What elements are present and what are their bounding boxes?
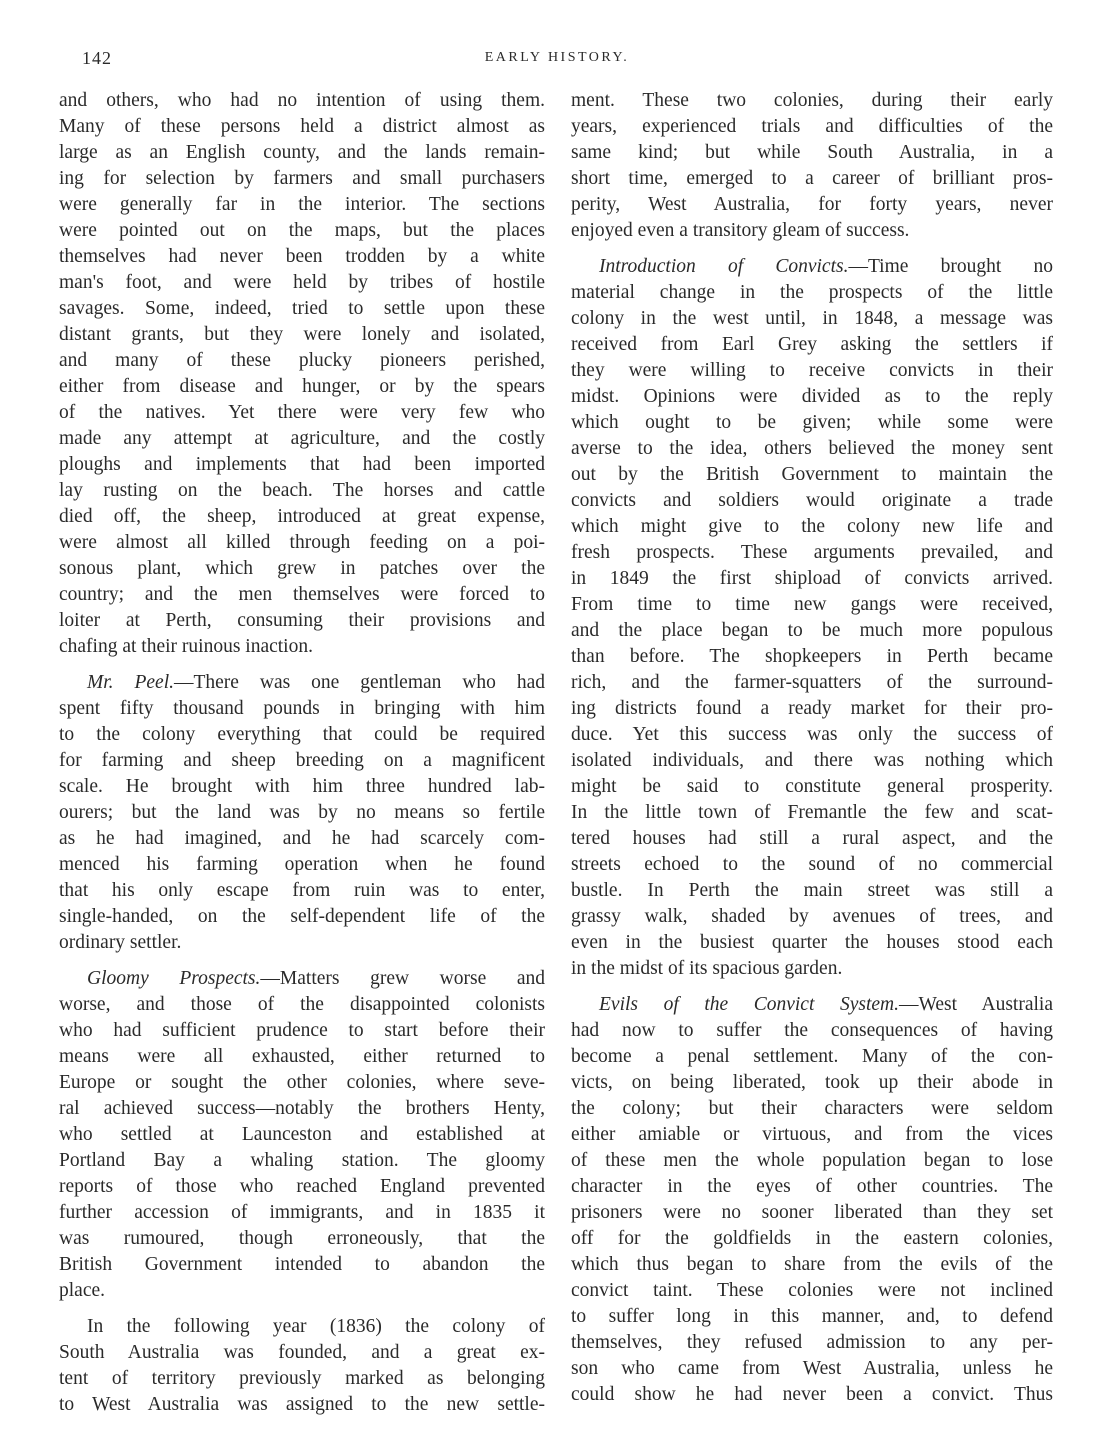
line-text: were almost all killed through feeding on a poi-	[59, 532, 545, 553]
text-line	[571, 1174, 1053, 1200]
line-text: could show he had never been a convict. Thus	[571, 1384, 1053, 1405]
paragraph-gloomy-prospects	[59, 966, 545, 1304]
text-line	[59, 1148, 545, 1174]
text-line	[571, 826, 1053, 852]
text-line	[59, 800, 545, 826]
line-text: rich, and the farmer-squatters of the surround-	[571, 672, 1053, 693]
line-text: man's foot, and were held by tribes of hostile	[59, 272, 545, 293]
text-line	[59, 670, 545, 696]
text-line	[59, 852, 545, 878]
section-heading: Gloomy Prospects.	[87, 968, 261, 989]
line-text: off for the goldfields in the eastern colonies,	[571, 1228, 1053, 1249]
text-line	[59, 1070, 545, 1096]
line-text: place.	[59, 1280, 106, 1301]
text-line	[571, 462, 1053, 488]
line-text: was rumoured, though erroneously, that the	[59, 1228, 545, 1249]
line-text: themselves, they refused admission to any per-	[571, 1332, 1053, 1353]
text-line	[571, 1070, 1053, 1096]
line-text: single-handed, on the self-dependent life of the	[59, 906, 545, 927]
line-text: to the colony everything that could be required	[59, 724, 545, 745]
text-line	[571, 218, 1053, 244]
line-text: ment. These two colonies, during their early	[571, 90, 1053, 111]
text-line	[59, 244, 545, 270]
line-text: in 1849 the first shipload of convicts arrived.	[571, 568, 1053, 589]
line-text: reports of those who reached England prevented	[59, 1176, 545, 1197]
running-head	[0, 48, 1114, 78]
text-line	[571, 1148, 1053, 1174]
text-line	[571, 930, 1053, 956]
line-text: of the natives. Yet there were very few who	[59, 402, 545, 423]
line-text: perity, West Australia, for forty years, never	[571, 194, 1053, 215]
text-line	[59, 1340, 545, 1366]
text-line	[571, 514, 1053, 540]
text-line	[571, 800, 1053, 826]
line-text: become a penal settlement. Many of the con-	[571, 1046, 1053, 1067]
line-text: of these men the whole population began to lose	[571, 1150, 1053, 1171]
line-text: Many of these persons held a district almost as	[59, 116, 545, 137]
line-text: tered houses had still a rural aspect, and the	[571, 828, 1053, 849]
line-text: prisoners were no sooner liberated than they set	[571, 1202, 1053, 1223]
line-text: short time, emerged to a career of brilliant pros-	[571, 168, 1053, 189]
text-line	[571, 114, 1053, 140]
text-line	[571, 1200, 1053, 1226]
text-line	[571, 1252, 1053, 1278]
paragraph-evils-of-convict-system	[571, 992, 1053, 1408]
line-text: British Government intended to abandon the	[59, 1254, 545, 1275]
line-text: —Matters grew worse and	[260, 968, 545, 989]
line-text: as he had imagined, and he had scarcely com-	[59, 828, 545, 849]
section-heading: Introduction of Convicts.	[599, 256, 849, 277]
text-line	[571, 488, 1053, 514]
line-text: worse, and those of the disappointed colonists	[59, 994, 545, 1015]
line-text: material change in the prospects of the little	[571, 282, 1053, 303]
line-text: who had sufficient prudence to start before their	[59, 1020, 545, 1041]
line-text: either amiable or virtuous, and from the vices	[571, 1124, 1053, 1145]
line-text: to West Australia was assigned to the new settle-	[59, 1394, 545, 1415]
line-text: ordinary settler.	[59, 932, 182, 953]
line-text: —There was one gentleman who had	[173, 672, 545, 693]
line-text: streets echoed to the sound of no commercial	[571, 854, 1053, 875]
paragraph-south-australia	[59, 1314, 545, 1418]
line-text: colony in the west until, in 1848, a message was	[571, 308, 1053, 329]
line-text: distant grants, but they were lonely and isolated,	[59, 324, 545, 345]
text-line	[571, 852, 1053, 878]
line-text: character in the eyes of other countries. The	[571, 1176, 1053, 1197]
text-line	[571, 1304, 1053, 1330]
text-line	[571, 904, 1053, 930]
text-line	[571, 1382, 1053, 1408]
line-text: which thus began to share from the evils of the	[571, 1254, 1053, 1275]
text-line	[59, 452, 545, 478]
text-line	[59, 904, 545, 930]
line-text: years, experienced trials and difficulties of the	[571, 116, 1053, 137]
line-text: son who came from West Australia, unless he	[571, 1358, 1053, 1379]
line-text: than before. The shopkeepers in Perth became	[571, 646, 1053, 667]
text-line	[59, 774, 545, 800]
text-line	[571, 956, 1053, 982]
line-text: spent fifty thousand pounds in bringing with him	[59, 698, 545, 719]
page-number: 142	[82, 48, 112, 68]
line-text: in the midst of its spacious garden.	[571, 958, 843, 979]
text-line	[571, 166, 1053, 192]
line-text: ing for selection by farmers and small purchasers	[59, 168, 545, 189]
line-text: themselves had never been trodden by a white	[59, 246, 545, 267]
text-line	[59, 478, 545, 504]
text-line	[59, 930, 545, 956]
text-line	[571, 992, 1053, 1018]
text-line	[571, 306, 1053, 332]
paragraph-introduction-of-convicts	[571, 254, 1053, 982]
text-line	[59, 1174, 545, 1200]
text-line	[59, 1122, 545, 1148]
line-text: duce. Yet this success was only the success of	[571, 724, 1053, 745]
text-line	[59, 88, 545, 114]
text-line	[571, 670, 1053, 696]
text-line	[59, 114, 545, 140]
text-line	[59, 426, 545, 452]
line-text: savages. Some, indeed, tried to settle upon these	[59, 298, 545, 319]
text-line	[59, 218, 545, 244]
line-text: even in the busiest quarter the houses stood each	[571, 932, 1053, 953]
text-line	[571, 644, 1053, 670]
line-text: In the following year (1836) the colony of	[87, 1316, 545, 1337]
line-text: Europe or sought the other colonies, where seve-	[59, 1072, 545, 1093]
line-text: lay rusting on the beach. The horses and cattle	[59, 480, 545, 501]
paragraph-mr-peel	[59, 670, 545, 956]
text-line	[59, 556, 545, 582]
text-line	[59, 966, 545, 992]
text-line	[59, 608, 545, 634]
text-line	[571, 436, 1053, 462]
text-line	[59, 696, 545, 722]
line-text: scale. He brought with him three hundred lab-	[59, 776, 545, 797]
line-text: that his only escape from ruin was to enter,	[59, 880, 545, 901]
line-text: —West Australia	[898, 994, 1053, 1015]
text-line	[571, 140, 1053, 166]
line-text: which might give to the colony new life and	[571, 516, 1053, 537]
text-line	[59, 374, 545, 400]
line-text: convicts and soldiers would originate a trade	[571, 490, 1053, 511]
text-line	[571, 358, 1053, 384]
line-text: and others, who had no intention of using them.	[59, 90, 545, 111]
line-text: averse to the idea, others believed the money sent	[571, 438, 1053, 459]
line-text: might be said to constitute general prosperity.	[571, 776, 1053, 797]
text-line	[571, 592, 1053, 618]
line-text: South Australia was founded, and a great ex-	[59, 1342, 545, 1363]
line-text: they were willing to receive convicts in their	[571, 360, 1053, 381]
text-line	[59, 1392, 545, 1418]
section-heading: Mr. Peel.	[87, 672, 174, 693]
line-text: further accession of immigrants, and in 1835 it	[59, 1202, 545, 1223]
text-line	[59, 322, 545, 348]
line-text: and many of these plucky pioneers perished,	[59, 350, 545, 371]
text-line	[59, 878, 545, 904]
text-line	[59, 296, 545, 322]
line-text: menced his farming operation when he found	[59, 854, 545, 875]
text-line	[59, 1044, 545, 1070]
paragraph-settlement-lands	[59, 88, 545, 660]
section-heading: Evils of the Convict System.	[599, 994, 899, 1015]
line-text: received from Earl Grey asking the settlers if	[571, 334, 1053, 355]
text-line	[571, 332, 1053, 358]
line-text: Portland Bay a whaling station. The gloomy	[59, 1150, 545, 1171]
line-text: fresh prospects. These arguments prevailed, and	[571, 542, 1053, 563]
text-line	[571, 280, 1053, 306]
text-line	[59, 1314, 545, 1340]
line-text: to suffer long in this manner, and, to defend	[571, 1306, 1053, 1327]
text-line	[59, 1018, 545, 1044]
line-text: ing districts found a ready market for their pro-	[571, 698, 1053, 719]
line-text: means were all exhausted, either returned to	[59, 1046, 545, 1067]
text-line	[571, 384, 1053, 410]
line-text: isolated individuals, and there was nothing which	[571, 750, 1053, 771]
line-text: which ought to be given; while some were	[571, 412, 1053, 433]
paragraph-two-colonies	[571, 88, 1053, 244]
line-text: ploughs and implements that had been imported	[59, 454, 545, 475]
line-text: were generally far in the interior. The sections	[59, 194, 545, 215]
line-text: midst. Opinions were divided as to the reply	[571, 386, 1053, 407]
line-text: From time to time new gangs were received,	[571, 594, 1053, 615]
text-line	[59, 722, 545, 748]
text-line	[571, 1278, 1053, 1304]
text-line	[571, 774, 1053, 800]
line-text: victs, on being liberated, took up their abode in	[571, 1072, 1053, 1093]
line-text: who settled at Launceston and established at	[59, 1124, 545, 1145]
text-line	[59, 1252, 545, 1278]
line-text: —Time brought no	[848, 256, 1053, 277]
text-line	[571, 566, 1053, 592]
text-line	[59, 192, 545, 218]
right-column	[571, 88, 1053, 1408]
text-line	[571, 748, 1053, 774]
text-line	[571, 540, 1053, 566]
text-line	[571, 1044, 1053, 1070]
line-text: large as an English county, and the lands remain-	[59, 142, 545, 163]
text-line	[571, 88, 1053, 114]
line-text: died off, the sheep, introduced at great expense,	[59, 506, 545, 527]
text-line	[59, 270, 545, 296]
text-line	[571, 1096, 1053, 1122]
text-line	[571, 254, 1053, 280]
text-line	[59, 1278, 545, 1304]
text-line	[59, 992, 545, 1018]
text-line	[59, 1366, 545, 1392]
left-column	[59, 88, 545, 1418]
text-line	[59, 1096, 545, 1122]
text-line	[59, 348, 545, 374]
line-text: loiter at Perth, consuming their provisions and	[59, 610, 545, 631]
text-line	[571, 1018, 1053, 1044]
line-text: grassy walk, shaded by avenues of trees, and	[571, 906, 1053, 927]
text-line	[59, 400, 545, 426]
running-title: EARLY HISTORY.	[484, 50, 630, 65]
line-text: chafing at their ruinous inaction.	[59, 636, 313, 657]
line-text: same kind; but while South Australia, in a	[571, 142, 1053, 163]
line-text: bustle. In Perth the main street was still a	[571, 880, 1053, 901]
line-text: the colony; but their characters were seldom	[571, 1098, 1053, 1119]
line-text: In the little town of Fremantle the few and scat-	[571, 802, 1053, 823]
line-text: ourers; but the land was by no means so fertile	[59, 802, 545, 823]
text-line	[571, 1356, 1053, 1382]
line-text: for farming and sheep breeding on a magnificent	[59, 750, 545, 771]
text-line	[59, 748, 545, 774]
text-line	[571, 1226, 1053, 1252]
line-text: were pointed out on the maps, but the places	[59, 220, 545, 241]
text-line	[571, 1122, 1053, 1148]
line-text: convict taint. These colonies were not inclined	[571, 1280, 1053, 1301]
line-text: out by the British Government to maintain the	[571, 464, 1053, 485]
text-line	[59, 826, 545, 852]
line-text: enjoyed even a transitory gleam of success.	[571, 220, 910, 241]
text-line	[571, 410, 1053, 436]
text-line	[59, 582, 545, 608]
text-line	[571, 696, 1053, 722]
line-text: had now to suffer the consequences of having	[571, 1020, 1053, 1041]
text-line	[59, 530, 545, 556]
line-text: ral achieved success—notably the brothers Henty,	[59, 1098, 545, 1119]
text-line	[571, 192, 1053, 218]
line-text: either from disease and hunger, or by the spears	[59, 376, 545, 397]
text-line	[571, 1330, 1053, 1356]
line-text: tent of territory previously marked as belonging	[59, 1368, 545, 1389]
text-line	[59, 634, 545, 660]
text-line	[59, 1200, 545, 1226]
text-line	[571, 722, 1053, 748]
text-line	[571, 618, 1053, 644]
line-text: sonous plant, which grew in patches over the	[59, 558, 545, 579]
line-text: and the place began to be much more populous	[571, 620, 1053, 641]
line-text: made any attempt at agriculture, and the costly	[59, 428, 545, 449]
text-line	[59, 140, 545, 166]
text-line	[59, 166, 545, 192]
text-line	[59, 1226, 545, 1252]
text-line	[571, 878, 1053, 904]
text-line	[59, 504, 545, 530]
line-text: country; and the men themselves were forced to	[59, 584, 545, 605]
